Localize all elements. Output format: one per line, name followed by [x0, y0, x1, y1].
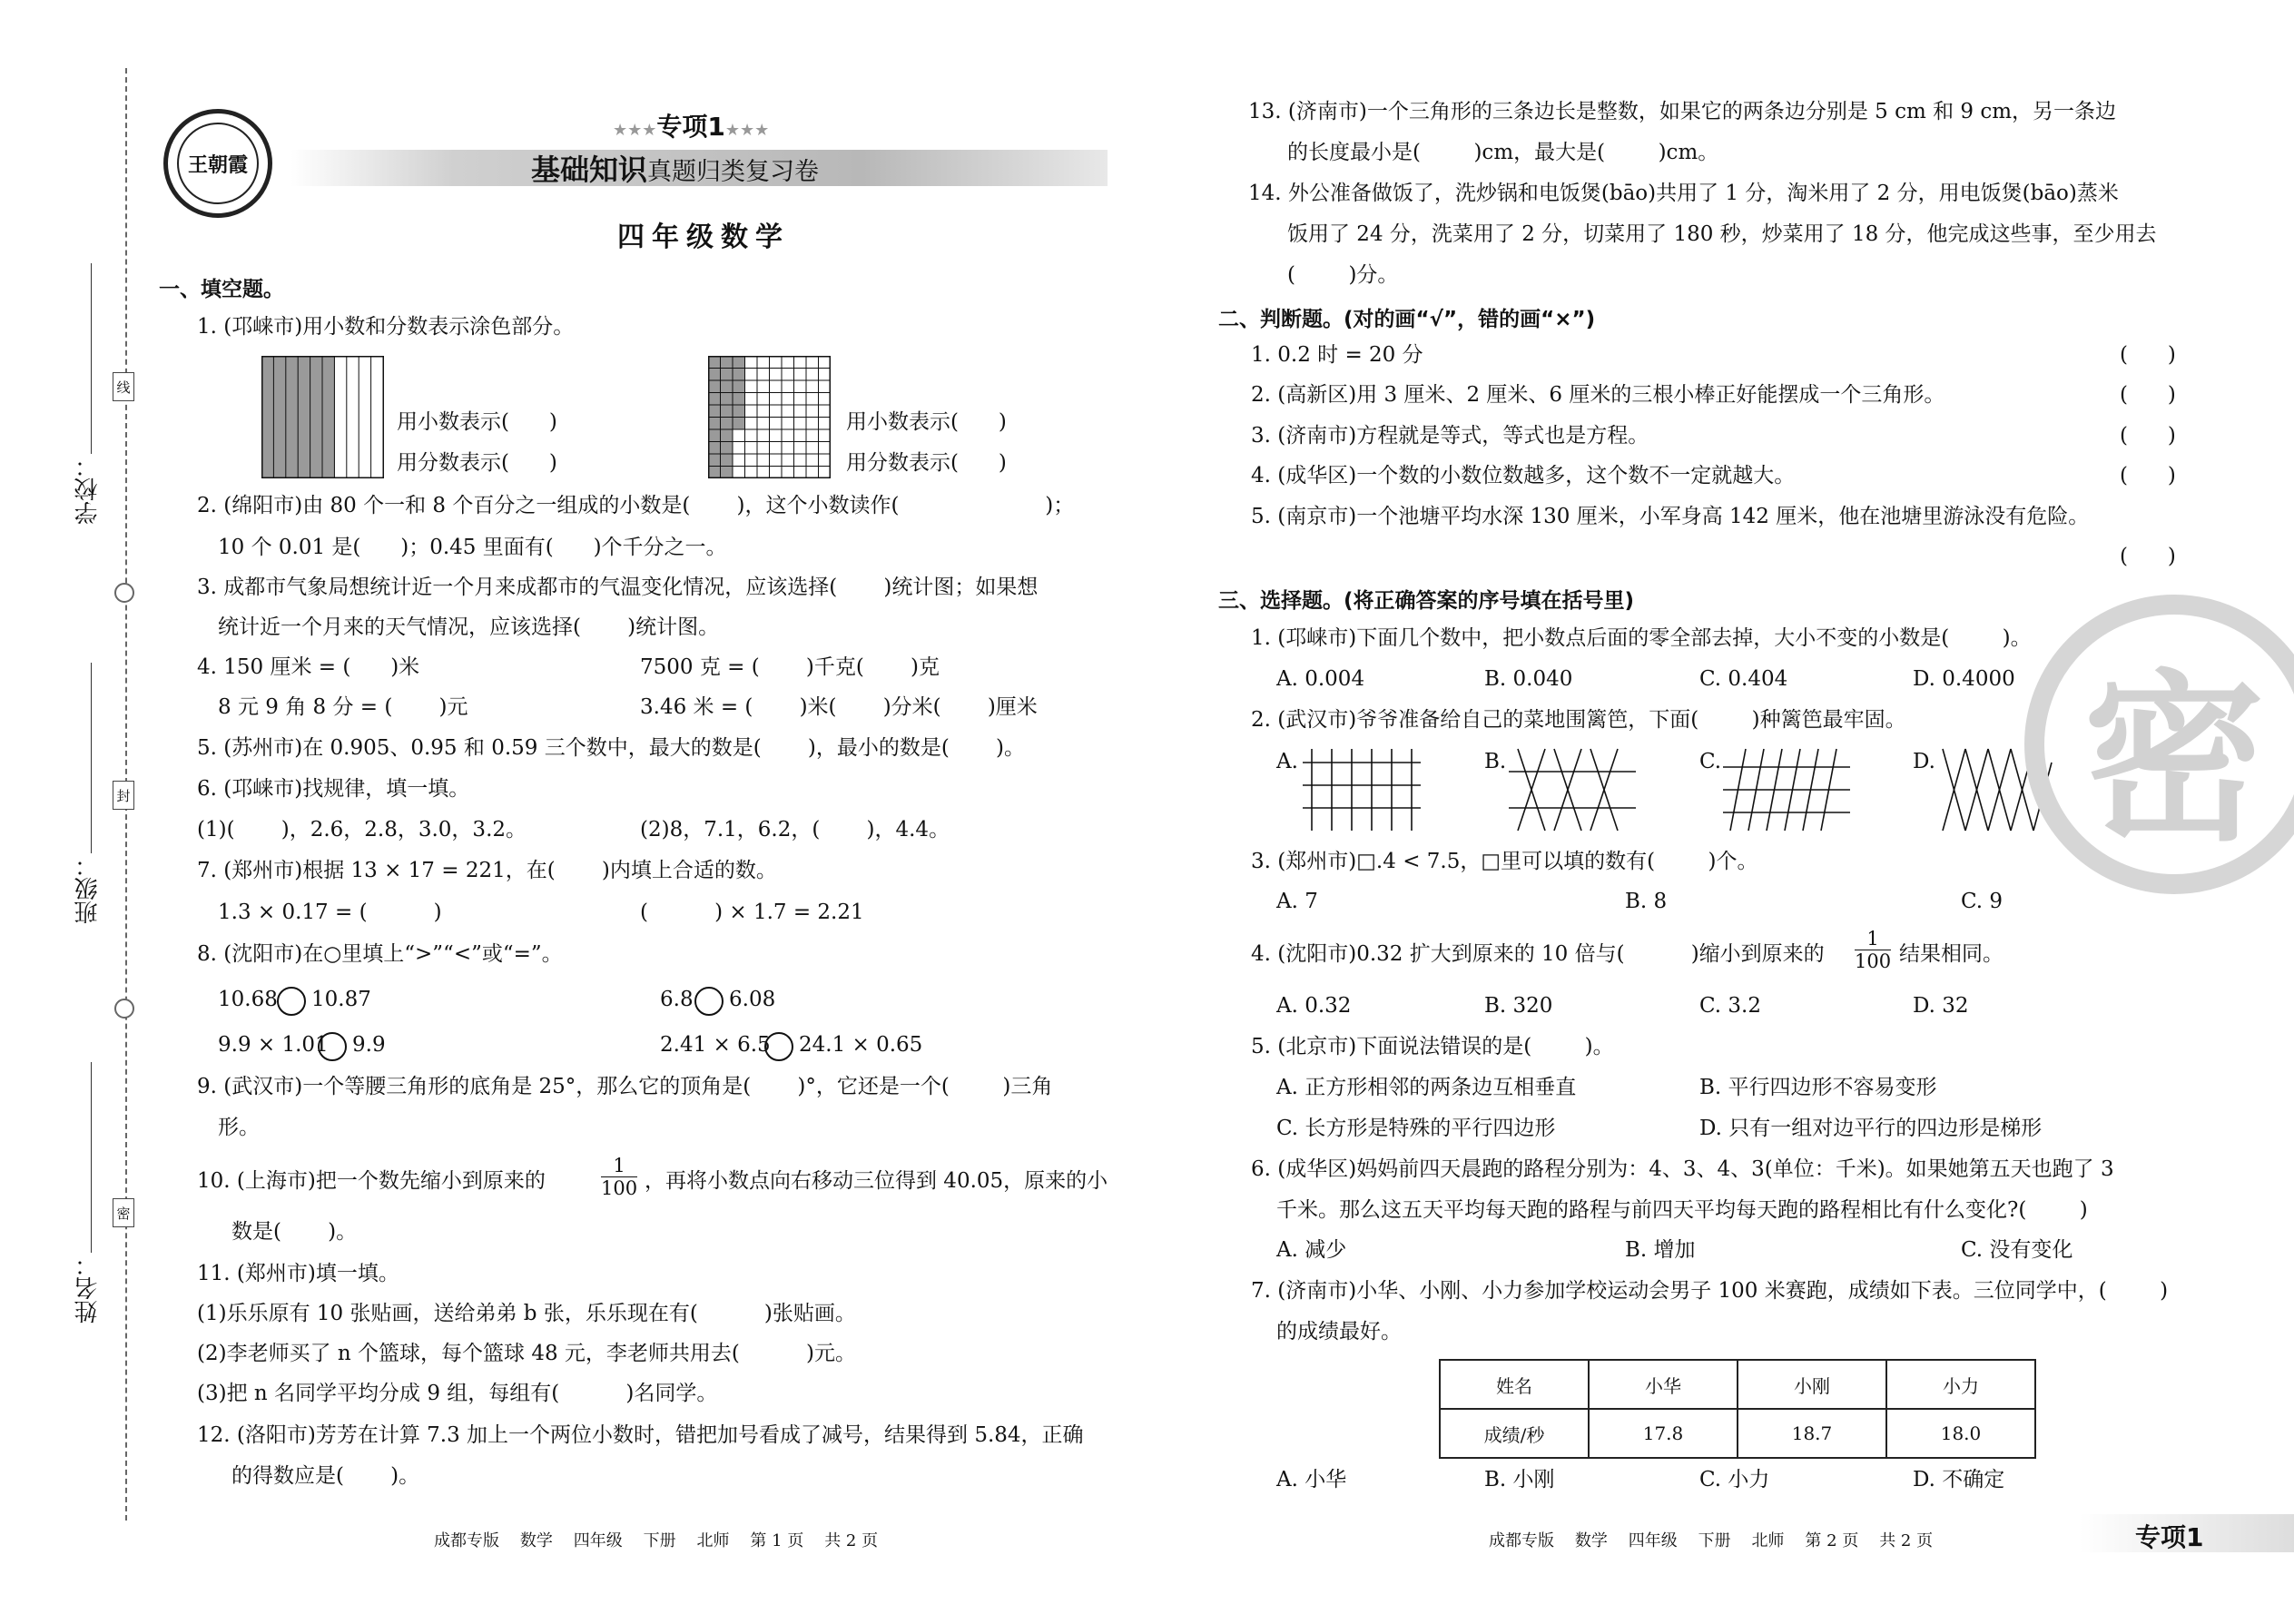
question-4-a: 4. 150 厘米 = ( )米	[197, 655, 420, 679]
choice-5-c[interactable]: C. 长方形是特殊的平行四边形	[1276, 1117, 1556, 1140]
compare-circle[interactable]	[764, 1032, 793, 1061]
table-header-cell: 姓名	[1440, 1360, 1589, 1409]
question-14-line-2: 饭用了 24 分，洗菜用了 2 分，切菜用了 180 秒，炒菜用了 18 分，他完成这些事，至少用去	[1287, 222, 2157, 246]
ring-icon	[114, 583, 134, 603]
question-3-line-1: 3. 成都市气象局想统计近一个月来成都市的气温变化情况，应该选择( )统计图；如果想	[197, 576, 1039, 599]
corner-tag: 专项1	[2135, 1522, 2204, 1552]
table-header-cell: 小华	[1589, 1360, 1738, 1409]
question-11-c: (3)把 n 名同学平均分成 9 组，每组有( )名同学。	[197, 1382, 718, 1405]
q8-a-left: 10.68	[218, 988, 278, 1011]
class-line	[91, 663, 92, 853]
judge-1-paren[interactable]: ( )	[2120, 343, 2176, 367]
choice-2-b[interactable]: B.	[1484, 750, 1507, 773]
section-fill-blank: 一、填空题。	[159, 278, 284, 301]
question-4-d: 3.46 米 = ( )米( )分米( )厘米	[640, 695, 1038, 719]
q8-d-right: 24.1 × 0.65	[799, 1033, 923, 1057]
choice-6-b[interactable]: B. 增加	[1625, 1238, 1696, 1262]
question-4-c: 8 元 9 角 8 分 = ( )元	[218, 695, 468, 719]
footer-page-1: 成都专版 数学 四年级 下册 北师 第 1 页 共 2 页	[434, 1531, 879, 1550]
judge-4: 4. (成华区)一个数的小数位数越多，这个数不一定就越大。	[1251, 464, 1796, 487]
choice-6-line-1: 6. (成华区)妈妈前四天晨跑的路程分别为：4、3、4、3(单位：千米)。如果她第五天也跑了 3	[1251, 1157, 2114, 1181]
judge-4-paren[interactable]: ( )	[2120, 464, 2176, 487]
q1-decimal-a: 用小数表示( )	[397, 410, 557, 434]
mark-xian: 线	[113, 372, 134, 401]
choice-3-b[interactable]: B. 8	[1625, 890, 1668, 913]
table-header-cell: 小力	[1886, 1360, 2035, 1409]
choice-3-a[interactable]: A. 7	[1276, 890, 1318, 913]
choice-6-c[interactable]: C. 没有变化	[1961, 1238, 2073, 1262]
choice-7-a[interactable]: A. 小华	[1276, 1468, 1347, 1491]
race-results-table	[1439, 1359, 2036, 1459]
choice-5: 5. (北京市)下面说法错误的是( )。	[1251, 1035, 1614, 1058]
subject-title: 四年级数学	[617, 221, 790, 253]
table-cell: 18.7	[1738, 1409, 1886, 1458]
judge-1: 1. 0.2 时 = 20 分	[1251, 343, 1423, 367]
question-4-b: 7500 克 = ( )千克( )克	[640, 655, 940, 679]
table-cell: 17.8	[1589, 1409, 1738, 1458]
question-6-a: (1)( )，2.6，2.8，3.0，3.2。	[197, 818, 527, 842]
choice-5-b[interactable]: B. 平行四边形不容易变形	[1699, 1076, 1937, 1099]
choice-2-a[interactable]: A.	[1276, 750, 1298, 773]
choice-1-c[interactable]: C. 0.404	[1699, 667, 1788, 691]
question-3-line-2: 统计近一个月来的天气情况，应该选择( )统计图。	[218, 615, 720, 639]
q8-a-right: 10.87	[311, 988, 371, 1011]
table-row	[1440, 1360, 2035, 1409]
choice-1-a[interactable]: A. 0.004	[1276, 667, 1365, 691]
fraction-one-hundredth: 1 100	[601, 1155, 638, 1199]
grid-figure-a	[261, 356, 384, 478]
judge-3: 3. (济南市)方程就是等式，等式也是方程。	[1251, 424, 1649, 448]
section-true-false: 二、判断题。(对的画“√”，错的画“×”)	[1218, 308, 1596, 331]
series-label: ★★★专项1★★★	[613, 112, 770, 142]
fence-figure-a	[1303, 744, 1421, 835]
question-13-line-1: 13. (济南市)一个三角形的三条边长是整数，如果它的两条边分别是 5 cm 和 9 cm，另一条边	[1248, 100, 2117, 123]
judge-2: 2. (高新区)用 3 厘米、2 厘米、6 厘米的三根小棒正好能摆成一个三角形。	[1251, 383, 1945, 407]
question-9-line-1: 9. (武汉市)一个等腰三角形的底角是 25°，那么它的顶角是( )°，它还是一个( )三角	[197, 1075, 1053, 1098]
question-11-a: (1)乐乐原有 10 张贴画，送给弟弟 b 张，乐乐现在有( )张贴画。	[197, 1302, 856, 1325]
q8-d-left: 2.41 × 6.5	[660, 1033, 771, 1057]
doc-title: 基础知识真题归类复习卷	[531, 153, 820, 187]
choice-4-opt-c[interactable]: C. 3.2	[1699, 994, 1761, 1018]
q8-c-left: 9.9 × 1.01	[218, 1033, 329, 1057]
question-11-b: (2)李老师买了 n 个篮球，每个篮球 48 元，李老师共用去( )元。	[197, 1342, 856, 1365]
choice-5-a[interactable]: A. 正方形相邻的两条边互相垂直	[1276, 1076, 1577, 1099]
question-12-line-2: 的得数应是( )。	[231, 1464, 420, 1488]
question-11: 11. (郑州市)填一填。	[197, 1262, 399, 1285]
choice-2-c[interactable]: C.	[1699, 750, 1722, 773]
choice-7-b[interactable]: B. 小刚	[1484, 1468, 1555, 1491]
mark-mi: 密	[113, 1198, 134, 1227]
choice-6-line-2: 千米。那么这五天平均每天跑的路程与前四天平均每天跑的路程相比有什么变化?( )	[1276, 1198, 2088, 1222]
table-header-cell: 小刚	[1738, 1360, 1886, 1409]
choice-1-b[interactable]: B. 0.040	[1484, 667, 1573, 691]
question-2-line-1: 2. (绵阳市)由 80 个一和 8 个百分之一组成的小数是( )，这个小数读作( )；	[197, 494, 1075, 517]
class-label: 班级：	[74, 853, 102, 924]
name-label: 姓名：	[74, 1253, 102, 1324]
choice-3: 3. (郑州市)□.4 < 7.5，□里可以填的数有( )个。	[1251, 850, 1758, 873]
judge-3-paren[interactable]: ( )	[2120, 424, 2176, 448]
question-7-a: 1.3 × 0.17 = ( )	[218, 901, 442, 924]
compare-circle[interactable]	[694, 987, 724, 1016]
question-10-line-2: 数是( )。	[231, 1220, 358, 1244]
star-deco: ★★★	[613, 121, 657, 140]
question-12-line-1: 12. (洛阳市)芳芳在计算 7.3 加上一个两位小数时，错把加号看成了减号，结果得到 5.84，正确	[197, 1423, 1084, 1447]
choice-3-c[interactable]: C. 9	[1961, 890, 2004, 913]
choice-2-d[interactable]: D.	[1913, 750, 1935, 773]
q1-fraction-a: 用分数表示( )	[397, 451, 557, 475]
choice-7-d[interactable]: D. 不确定	[1913, 1468, 2005, 1491]
question-6: 6. (邛崃市)找规律，填一填。	[197, 777, 470, 801]
question-13-line-2: 的长度最小是( )cm，最大是( )cm。	[1287, 141, 1719, 164]
choice-5-d[interactable]: D. 只有一组对边平行的四边形是梯形	[1699, 1117, 2043, 1140]
fraction-one-hundredth: 1 100	[1855, 928, 1892, 972]
choice-4-opt-d[interactable]: D. 32	[1913, 994, 1969, 1018]
fence-figure-c	[1723, 744, 1850, 835]
question-10-a: 10. (上海市)把一个数先缩小到原来的	[197, 1169, 546, 1193]
question-5: 5. (苏州市)在 0.905、0.95 和 0.59 三个数中，最大的数是( )，最小的数是( )。	[197, 736, 1025, 760]
question-7-b: ( ) × 1.7 = 2.21	[640, 901, 864, 924]
footer-page-2: 成都专版 数学 四年级 下册 北师 第 2 页 共 2 页	[1489, 1531, 1934, 1550]
judge-5: 5. (南京市)一个池塘平均水深 130 厘米，小军身高 142 厘米，他在池塘里游泳没有危险。	[1251, 505, 2090, 528]
star-deco: ★★★	[724, 121, 770, 140]
choice-4-opt-a[interactable]: A. 0.32	[1276, 994, 1352, 1018]
question-7: 7. (郑州市)根据 13 × 17 = 221，在( )内填上合适的数。	[197, 859, 777, 882]
school-line	[91, 263, 92, 454]
logo-badge	[163, 109, 272, 218]
q8-b-left: 6.8	[660, 988, 694, 1011]
q1-fraction-b: 用分数表示( )	[846, 451, 1007, 475]
choice-7-c[interactable]: C. 小力	[1699, 1468, 1770, 1491]
choice-4-b: 结果相同。	[1899, 942, 2004, 966]
stamp-watermark	[2024, 595, 2294, 894]
choice-7-line-2: 的成绩最好。	[1276, 1320, 1402, 1343]
stamp-char: 密	[2082, 654, 2265, 866]
question-9-line-2: 形。	[218, 1116, 260, 1139]
judge-2-paren[interactable]: ( )	[2120, 383, 2176, 407]
compare-circle[interactable]	[277, 987, 306, 1016]
choice-1: 1. (邛崃市)下面几个数中，把小数点后面的零全部去掉，大小不变的小数是( )。	[1251, 626, 2032, 650]
name-line	[91, 1062, 92, 1253]
mark-feng: 封	[113, 781, 134, 810]
choice-4-opt-b[interactable]: B. 320	[1484, 994, 1553, 1018]
ring-icon	[114, 999, 134, 1019]
table-cell: 成绩/秒	[1440, 1409, 1589, 1458]
grid-figure-b	[708, 356, 831, 478]
choice-2: 2. (武汉市)爷爷准备给自己的菜地围篱笆，下面( )种篱笆最牢固。	[1251, 708, 1906, 732]
q8-b-right: 6.08	[729, 988, 776, 1011]
choice-7-line-1: 7. (济南市)小华、小刚、小力参加学校运动会男子 100 米赛跑，成绩如下表。三位同学中，( )	[1251, 1279, 2169, 1303]
question-14-line-3: ( )分。	[1287, 263, 1399, 287]
table-row	[1440, 1409, 2035, 1458]
school-label: 学校：	[74, 454, 102, 525]
question-10-b: ，再将小数点向右移动三位得到 40.05，原来的小	[645, 1169, 1108, 1193]
fence-figure-b	[1509, 744, 1636, 835]
q8-c-right: 9.9	[352, 1033, 386, 1057]
judge-5-paren[interactable]: ( )	[2120, 545, 2176, 568]
logo-text: 王朝霞	[187, 153, 248, 177]
logo-inner-ring	[177, 123, 259, 204]
question-6-b: (2)8，7.1，6.2，( )，4.4。	[640, 818, 950, 842]
section-choice: 三、选择题。(将正确答案的序号填在括号里)	[1218, 589, 1635, 613]
choice-4-a: 4. (沈阳市)0.32 扩大到原来的 10 倍与( )缩小到原来的	[1251, 942, 1825, 966]
choice-1-d[interactable]: D. 0.4000	[1913, 667, 2015, 691]
choice-6-a[interactable]: A. 减少	[1276, 1238, 1347, 1262]
question-14-line-1: 14. 外公准备做饭了，洗炒锅和电饭煲(bāo)共用了 1 分，淘米用了 2 分，用电饭煲(bāo)蒸米	[1248, 182, 2119, 205]
question-1: 1. (邛崃市)用小数和分数表示涂色部分。	[197, 315, 575, 339]
question-2-line-2: 10 个 0.01 是( )；0.45 里面有( )个千分之一。	[218, 536, 727, 559]
question-8: 8. (沈阳市)在○里填上“>”“<”或“=”。	[197, 942, 563, 966]
q1-decimal-b: 用小数表示( )	[846, 410, 1007, 434]
compare-circle[interactable]	[318, 1032, 347, 1061]
table-cell: 18.0	[1886, 1409, 2035, 1458]
